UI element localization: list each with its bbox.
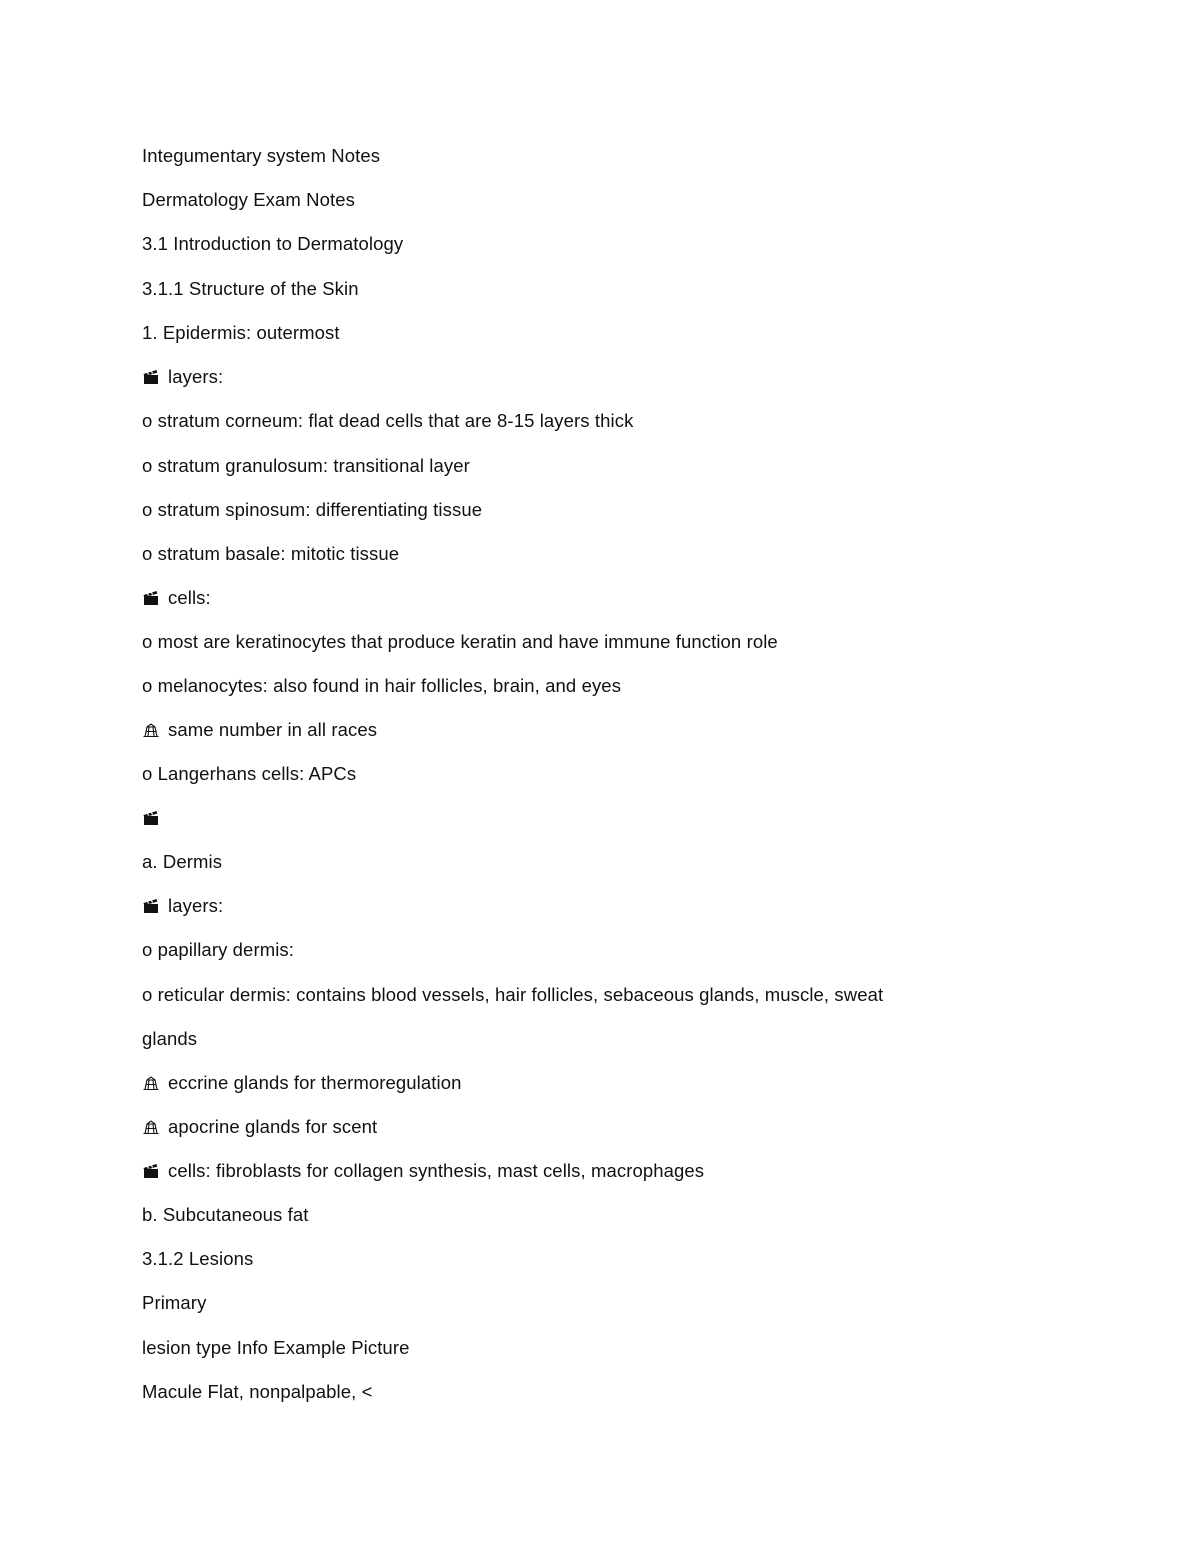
stacked-books-bullet-icon (142, 1075, 160, 1091)
list-item: o melanocytes: also found in hair follicles, brain, and eyes (142, 675, 622, 696)
list-item: o papillary dermis: (142, 939, 295, 960)
list-item: 1. Epidermis: outermost (142, 322, 340, 343)
list-item: o most are keratinocytes that produce keratin and have immune function role (142, 631, 778, 652)
list-item: a. Dermis (142, 851, 223, 872)
list-item (142, 806, 168, 830)
doc-subtitle: Dermatology Exam Notes (142, 189, 355, 210)
stacked-books-bullet-icon (142, 722, 160, 738)
clapperboard-bullet-icon (142, 898, 160, 914)
list-item: o stratum spinosum: differentiating tissue (142, 499, 483, 520)
list-item: o stratum corneum: flat dead cells that are 8-15 layers thick (142, 410, 634, 431)
clapperboard-bullet-icon (142, 590, 160, 606)
list-item: cells: (142, 586, 211, 610)
list-item: same number in all races (142, 718, 377, 742)
list-item: eccrine glands for thermoregulation (142, 1071, 462, 1095)
list-item: layers: (142, 365, 223, 389)
clapperboard-bullet-icon (142, 1163, 160, 1179)
list-item: Primary (142, 1292, 207, 1313)
doc-title: Integumentary system Notes (142, 145, 381, 166)
subsection-heading: 3.1.1 Structure of the Skin (142, 278, 359, 299)
section-heading: 3.1 Introduction to Dermatology (142, 233, 404, 254)
table-header-row: lesion type Info Example Picture (142, 1337, 410, 1358)
stacked-books-bullet-icon (142, 1119, 160, 1135)
list-item: o Langerhans cells: APCs (142, 763, 357, 784)
subsection-heading: 3.1.2 Lesions (142, 1248, 254, 1269)
list-item: o stratum basale: mitotic tissue (142, 543, 400, 564)
list-item: apocrine glands for scent (142, 1115, 377, 1139)
list-item: layers: (142, 894, 223, 918)
list-item: cells: fibroblasts for collagen synthesis, mast cells, macrophages (142, 1159, 704, 1183)
list-item: o reticular dermis: contains blood vessels, hair follicles, sebaceous glands, muscle, sweat (142, 984, 884, 1005)
list-item: o stratum granulosum: transitional layer (142, 455, 470, 476)
list-item: glands (142, 1028, 198, 1049)
table-row: Macule Flat, nonpalpable, < (142, 1381, 373, 1402)
clapperboard-bullet-icon (142, 369, 160, 385)
list-item: b. Subcutaneous fat (142, 1204, 309, 1225)
clapperboard-bullet-icon (142, 810, 160, 826)
